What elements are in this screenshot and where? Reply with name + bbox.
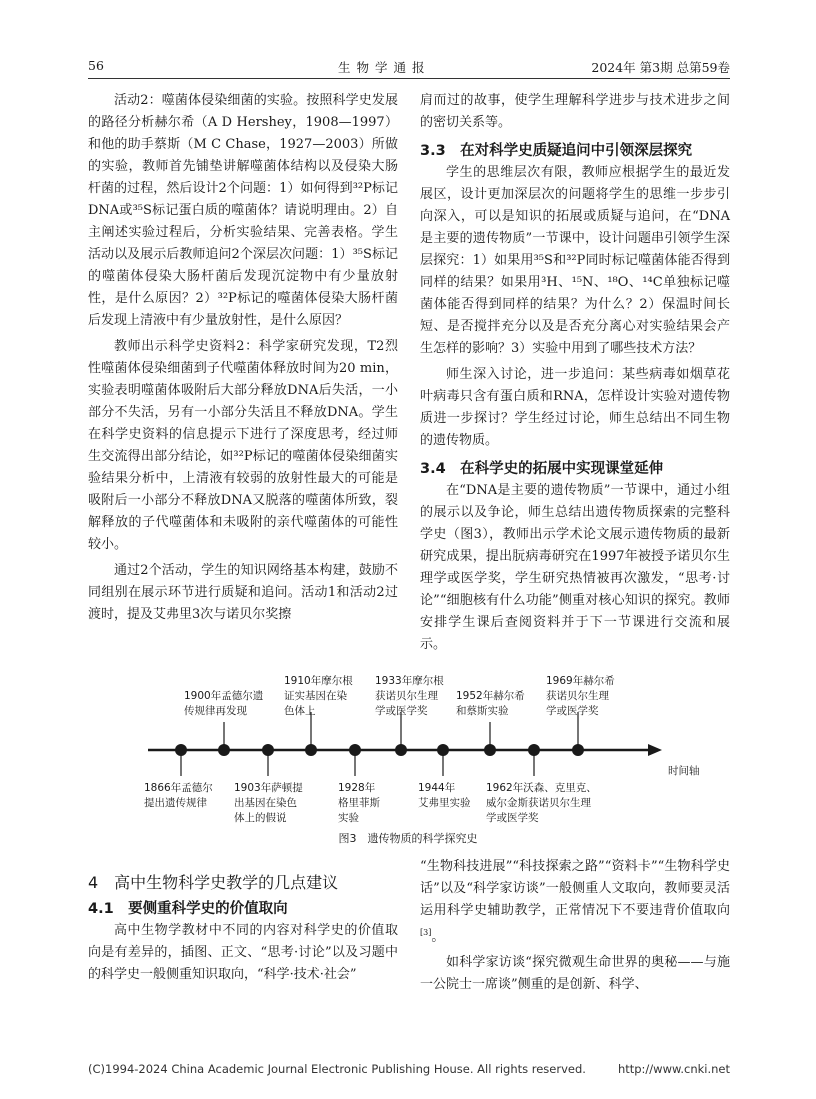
timeline-figure: [88, 670, 730, 830]
page-number: 56: [88, 58, 104, 73]
timeline-dot-1866: [175, 744, 187, 756]
event-1962-label: [486, 781, 597, 824]
copyright-text: (C)1994-2024 China Academic Journal Electronic Publishing House. All rights reserved.: [88, 1062, 586, 1076]
header-rule: [88, 78, 730, 79]
event-label-line: 体上的假说: [234, 812, 287, 824]
timeline-axis-label: 时间轴: [668, 765, 700, 777]
event-label-line: 1962年沃森、克里克、: [486, 782, 597, 794]
figure-caption: 图3 遗传物质的科学探究史: [338, 832, 478, 845]
section-4-right: [420, 856, 730, 996]
left-column: [88, 90, 398, 626]
continued-paragraph: 肩而过的故事，使学生理解科学进步与技术进步之间的密切关系等。: [420, 93, 730, 130]
timeline-dot-1952: [484, 744, 496, 756]
event-label-line: 提出遗传规律: [144, 797, 207, 809]
event-label-line: 1928年: [338, 782, 376, 794]
section-3-4-heading: 3.4 在科学史的拓展中实现课堂延伸: [420, 461, 664, 477]
event-label-line: 1903年萨顿提: [234, 782, 303, 794]
event-label-line: 学或医学奖: [375, 705, 428, 717]
interview-paragraph: 如科学家访谈“探究微观生命世界的奥秘——与施一公院士一席谈”侧重的是创新、科学、: [420, 955, 730, 993]
event-label-line: 学或医学奖: [486, 812, 539, 824]
section-4-1-heading: 4.1 要侧重科学史的价值取向: [88, 901, 288, 917]
event-label-line: 色体上: [284, 705, 316, 717]
event-label-line: 学或医学奖: [546, 705, 599, 717]
event-1910-label: [284, 674, 353, 717]
event-1944-label: [418, 781, 471, 809]
right-column: [420, 90, 730, 656]
timeline-dot-1928: [349, 744, 361, 756]
event-1866-label: [144, 781, 213, 809]
event-label-line: 传规律再发现: [184, 705, 247, 717]
page-header: [88, 58, 730, 76]
event-1903-label: [234, 781, 303, 824]
event-label-line: 获诺贝尔生理: [375, 690, 438, 702]
material2-paragraph: 教师出示科学史资料2：科学家研究发现，T2烈性噬菌体侵染细菌到子代噬菌体释放时间为20 min，实验表明噬菌体吸附后大部分释放DNA后失活，一小部分不失活，另有一小部分失活且不释放DNA。学生在科学史资料的信息提示下进行了深度思考，经过师生交流得出部分结论，如³²P标记的噬菌体侵染细菌实验结果分析中，上清液有较弱的放射性最大的可能是吸附后一小部分不释放DNA又脱落的噬菌体所致，裂解释放的子代噬菌体和未吸附的亲代噬菌体的可能性较小。: [88, 339, 398, 552]
event-label-line: 威尔金斯获诺贝尔生理: [486, 797, 591, 809]
event-1933-label: [375, 674, 444, 717]
event-label-line: 1900年孟德尔遗: [184, 690, 264, 702]
section-4-left: [88, 870, 398, 986]
event-label-line: 1952年赫尔希: [456, 690, 525, 702]
section-3-4-paragraph: 在“DNA是主要的遗传物质”一节课中，通过小组的展示以及争论，师生总结出遗传物质探索的完整科学史（图3），教师出示学术论文展示遗传物质的最新研究成果，提出朊病毒研究在1997年被授予诺贝尔生理学或医学奖，学生研究热情被再次激发，“思考·讨论”“细胞核有什么功能”侧重对核心知识的探究。教师安排学生课后查阅资料并于下一节课进行交流和展示。: [420, 483, 730, 652]
timeline-dot-1910: [305, 744, 317, 756]
section-4-heading: 4 高中生物科学史教学的几点建议: [88, 873, 339, 892]
event-label-line: 艾弗里实验: [418, 797, 471, 809]
event-label-line: 1933年摩尔根: [375, 675, 444, 687]
sentence-end: 。: [431, 929, 445, 945]
timeline-dot-1903: [262, 744, 274, 756]
section-3-3-heading: 3.3 在对科学史质疑追问中引领深层探究: [420, 143, 693, 159]
timeline-dot-1962: [528, 744, 540, 756]
event-1900-label: [184, 689, 264, 717]
section-4-1-paragraph: 高中生物学教材中不同的内容对科学史的价值取向是有差异的，插图、正文、“思考·讨论”以及习题中的科学史一般侧重知识取向，“科学·技术·社会”: [88, 923, 398, 982]
event-label-line: 1969年赫尔希: [546, 675, 615, 687]
timeline-dot-1900: [218, 744, 230, 756]
issue-info: 2024年 第3期 总第59卷: [591, 60, 730, 75]
event-1952-label: [456, 689, 525, 717]
copyright-footer: [88, 1062, 730, 1076]
event-label-line: 获诺贝尔生理: [546, 690, 609, 702]
section-4-1-continued: [420, 856, 730, 948]
timeline-arrow-icon: [648, 744, 662, 756]
event-label-line: 1866年孟德尔: [144, 782, 213, 794]
event-label-line: 证实基因在染: [284, 690, 347, 702]
summary-paragraph: 通过2个活动，学生的知识网络基本构建，鼓励不同组别在展示环节进行质疑和追问。活动1和活动2过渡时，提及艾弗里3次与诺贝尔奖擦: [88, 563, 398, 622]
timeline-dot-1933: [395, 744, 407, 756]
activity2-paragraph: 活动2：噬菌体侵染细菌的实验。按照科学史发展的路径分析赫尔希（A D Hershey，1908—1997）和他的助手蔡斯（M C Chase，1927—2003）所做的实验，教师首先铺垫讲解噬菌体结构以及侵染大肠杆菌的过程，然后设计2个问题：1）如何得到³²P标记DNA或³⁵S标记蛋白质的噬菌体？请说明理由。2）自主阐述实验过程后，分析实验结果、完善表格。学生活动以及展示后教师追问2个深层次问题：1）³⁵S标记的噬菌体侵染大肠杆菌后发现沉淀物中有少量放射性，是什么原因？2）³²P标记的噬菌体侵染大肠杆菌后发现上清液中有少量放射性，是什么原因？: [88, 93, 398, 328]
timeline-dot-1969: [572, 744, 584, 756]
journal-title: 生物学通报: [338, 60, 431, 75]
reference-marker: [3]: [420, 928, 432, 937]
event-label-line: 和蔡斯实验: [456, 705, 509, 717]
section-3-3-paragraph: 学生的思维层次有限，教师应根据学生的最近发展区，设计更加深层次的问题将学生的思维一步步引向深入，可以是知识的拓展或质疑与追问，在“DNA是主要的遗传物质”一节课中，设计问题串引领学生深层探究：1）如果用³⁵S和³²P同时标记噬菌体能否得到同样的结果？如果用³H、¹⁵N、¹⁸O、¹⁴C单独标记噬菌体能否得到同样的结果？为什么？2）保温时间长短、是否搅拌充分以及是否充分离心对实验结果会产生怎样的影响？3）实验中用到了哪些技术方法？: [420, 165, 730, 356]
event-label-line: 1910年摩尔根: [284, 675, 353, 687]
continued-text: “生物科技进展”“科技探索之路”“资料卡”“生物科学史话”以及“科学家访谈”一般侧重人文取向，教师要灵活运用科学史辅助教学，正常情况下不要违背价值取向: [420, 859, 730, 918]
event-label-line: 1944年: [418, 782, 456, 794]
event-1969-label: [546, 674, 615, 717]
discussion-paragraph: 师生深入讨论，进一步追问：某些病毒如烟草花叶病毒只含有蛋白质和RNA，怎样设计实验对遗传物质进一步探讨？学生经过讨论，师生总结出不同生物的遗传物质。: [420, 367, 730, 448]
timeline-dot-1944: [437, 744, 449, 756]
event-label-line: 格里菲斯: [338, 797, 380, 809]
cnki-link[interactable]: http://www.cnki.net: [617, 1062, 730, 1076]
event-1928-label: [338, 781, 380, 824]
event-label-line: 出基因在染色: [234, 797, 297, 809]
event-label-line: 实验: [338, 812, 359, 824]
